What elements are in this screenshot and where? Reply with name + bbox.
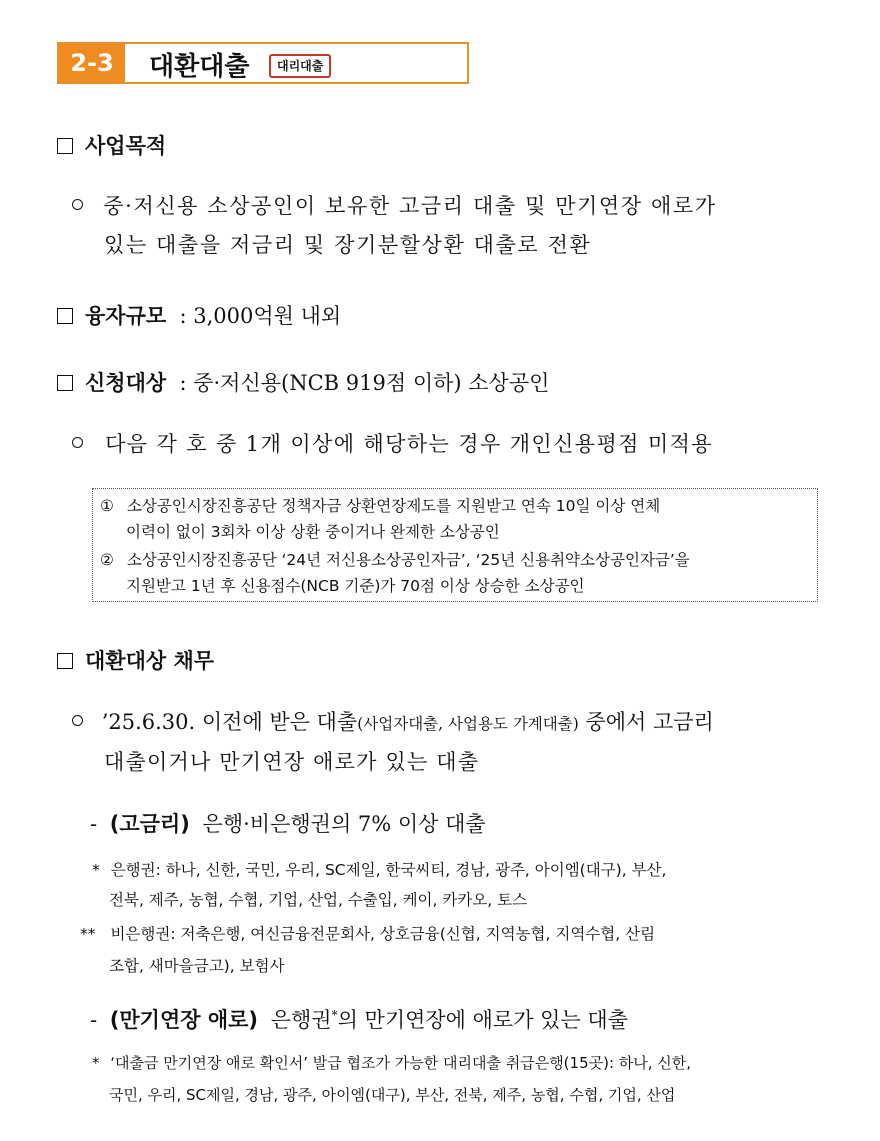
section-header (57, 42, 469, 84)
heading-target: 신청대상 : 중·저신용(NCB 919점 이하) 소상공인 (57, 367, 549, 397)
note-item: ① 소상공인시장진흥공단 정책자금 상환연장제도를 지원받고 연속 10일 이상 연체 (100, 497, 661, 515)
checkbox-square-icon (57, 653, 73, 669)
purpose-bullet: 중·저신용 소상공인이 보유한 고금리 대출 및 만기연장 애로가 (72, 190, 717, 220)
debt-bullet-cont: 대출이거나 만기연장 애로가 있는 대출 (104, 750, 480, 774)
checkbox-square-icon (57, 375, 73, 391)
note-item-cont: 지원받고 1년 후 신용점수(NCB 기준)가 70점 이상 상승한 소상공인 (126, 577, 585, 595)
nonbank-note: ** 비은행권: 저축은행, 여신금융전문회사, 상호금융(신협, 지역농협, 지역수협, 산림 (80, 925, 656, 943)
note-item-cont: 이력이 없이 3회차 이상 상환 중이거나 완제한 소상공인 (126, 523, 500, 541)
target-bullet: 다음 각 호 중 1개 이상에 해당하는 경우 개인신용평점 미적용 (72, 428, 713, 458)
extension-note-cont: 국민, 우리, SC제일, 경남, 광주, 아이엠(대구), 부산, 전북, 제주, 농협, 수협, 기업, 산업 (109, 1086, 676, 1104)
debt-bullet: ’25.6.30. 이전에 받은 대출(사업자대출, 사업용도 가계대출) 중에서 고금리 (72, 706, 714, 736)
circle-bullet-icon (72, 715, 83, 726)
extension-difficulty-item: - (만기연장 애로) 은행권*의 만기연장에 애로가 있는 대출 (90, 1008, 628, 1032)
high-interest-item: - (고금리) 은행·비은행권의 7% 이상 대출 (90, 812, 486, 836)
bank-note-cont: 전북, 제주, 농협, 수협, 기업, 산업, 수출입, 케이, 카카오, 토스 (109, 891, 528, 909)
nonbank-note-cont: 조합, 새마을금고), 보험사 (109, 957, 285, 975)
heading-debt: 대환대상 채무 (57, 645, 214, 675)
heading-scale: 융자규모 : 3,000억원 내외 (57, 300, 341, 330)
note-item: ② 소상공인시장진흥공단 ‘24년 저신용소상공인자금’, ‘25년 신용취약소상공인자금’을 (100, 551, 690, 569)
purpose-bullet-cont: 있는 대출을 저금리 및 장기분할상환 대출로 전환 (104, 233, 592, 257)
checkbox-square-icon (57, 138, 73, 154)
section-number: 2-3 (59, 44, 125, 82)
section-title: 대환대출 (149, 52, 250, 82)
section-badge: 대리대출 (269, 54, 331, 78)
checkbox-square-icon (57, 308, 73, 324)
heading-purpose: 사업목적 (57, 130, 166, 160)
extension-note: * ‘대출금 만기연장 애로 확인서’ 발급 협조가 가능한 대리대출 취급은행(15곳): 하나, 신한, (92, 1054, 692, 1072)
circle-bullet-icon (72, 199, 83, 210)
bank-note: * 은행권: 하나, 신한, 국민, 우리, SC제일, 한국씨티, 경남, 광주, 아이엠(대구), 부산, (92, 861, 667, 879)
circle-bullet-icon (72, 437, 83, 448)
